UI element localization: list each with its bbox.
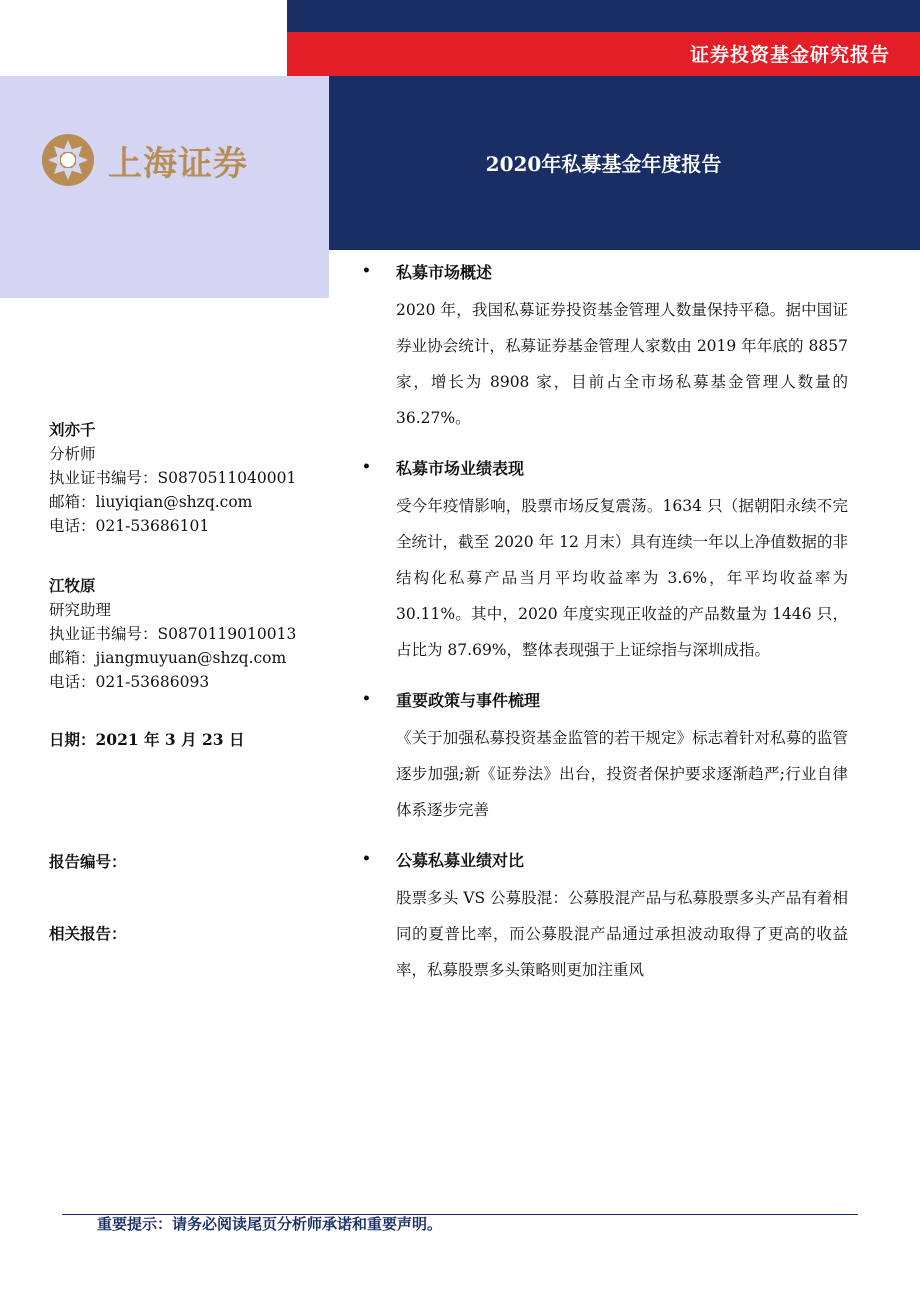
analyst-email[interactable]: 邮箱：liuyiqian@shzq.com — [49, 493, 253, 511]
section-body: 股票多头 VS 公募股混：公募股混产品与私募股票多头产品有着相同的夏普比率，而公募股混产品通过承担波动取得了更高的收益率，私募股票多头策略则更加注重风 — [396, 889, 848, 979]
section-heading — [362, 256, 852, 286]
section-body: 《关于加强私募投资基金监管的若干规定》标志着针对私募的监管逐步加强;新《证券法》出台，投资者保护要求逐渐趋严;行业自律体系逐步完善 — [396, 729, 848, 819]
analyst-cert: 执业证书编号：S0870119010013 — [49, 625, 297, 643]
top-navy-band — [287, 0, 920, 32]
logo-emblem-icon — [40, 132, 96, 188]
section-heading-text: 私募市场概述 — [396, 262, 493, 282]
bullet-icon: • — [362, 263, 371, 279]
analyst-sidebar — [49, 418, 329, 946]
series-label: 证券投资基金研究报告 — [689, 44, 890, 66]
section-heading — [362, 844, 852, 874]
analyst-phone: 电话：021-53686093 — [49, 673, 210, 691]
summary-column — [362, 256, 852, 1004]
logo-panel — [0, 76, 329, 298]
analyst-card — [49, 574, 329, 694]
bullet-icon: • — [362, 851, 371, 867]
analyst-role: 分析师 — [49, 445, 96, 463]
section-heading — [362, 684, 852, 714]
series-banner — [287, 32, 920, 76]
analyst-email[interactable]: 邮箱：jiangmuyuan@shzq.com — [49, 649, 287, 667]
report-date: 日期：2021 年 3 月 23 日 — [49, 730, 245, 749]
section-heading-text: 私募市场业绩表现 — [396, 458, 525, 478]
section-heading-text: 公募私募业绩对比 — [396, 850, 525, 870]
title-banner — [287, 76, 920, 250]
report-title: 2020年私募基金年度报告 — [485, 152, 722, 176]
report-number-label: 报告编号： — [49, 852, 127, 871]
bullet-icon: • — [362, 691, 371, 707]
related-reports-label: 相关报告： — [49, 924, 127, 943]
analyst-name: 刘亦千 — [49, 420, 96, 439]
bullet-icon: • — [362, 459, 371, 475]
section-body: 受今年疫情影响，股票市场反复震荡。1634 只（据朝阳永续不完全统计，截至 2020 年 12 月末）具有连续一年以上净值数据的非结构化私募产品当月平均收益率为 3.6%，年平均收益率为 30.11%。其中，2020 年度实现正收益的产品数量为 1446 只，占比为 87.69%，整体表现强于上证综指与深圳成指。 — [396, 497, 848, 659]
section-heading-text: 重要政策与事件梳理 — [396, 690, 541, 710]
section-body: 2020 年，我国私募证券投资基金管理人数量保持平稳。据中国证券业协会统计，私募证券基金管理人家数由 2019 年年底的 8857 家，增长为 8908 家，目前占全市场私募基金管理人数量的 36.27%。 — [396, 301, 848, 427]
company-logo — [40, 132, 248, 188]
analyst-card — [49, 418, 329, 538]
analyst-phone: 电话：021-53686101 — [49, 517, 210, 535]
footer-notice: 重要提示：请务必阅读尾页分析师承诺和重要声明。 — [97, 1215, 443, 1233]
section-heading — [362, 452, 852, 482]
analyst-role: 研究助理 — [49, 601, 112, 619]
analyst-name: 江牧原 — [49, 576, 96, 595]
summary-section — [362, 844, 852, 988]
summary-section — [362, 452, 852, 668]
summary-section — [362, 684, 852, 828]
summary-section — [362, 256, 852, 436]
analyst-cert: 执业证书编号：S0870511040001 — [49, 469, 297, 487]
brand-name: 上海证券 — [108, 143, 248, 184]
